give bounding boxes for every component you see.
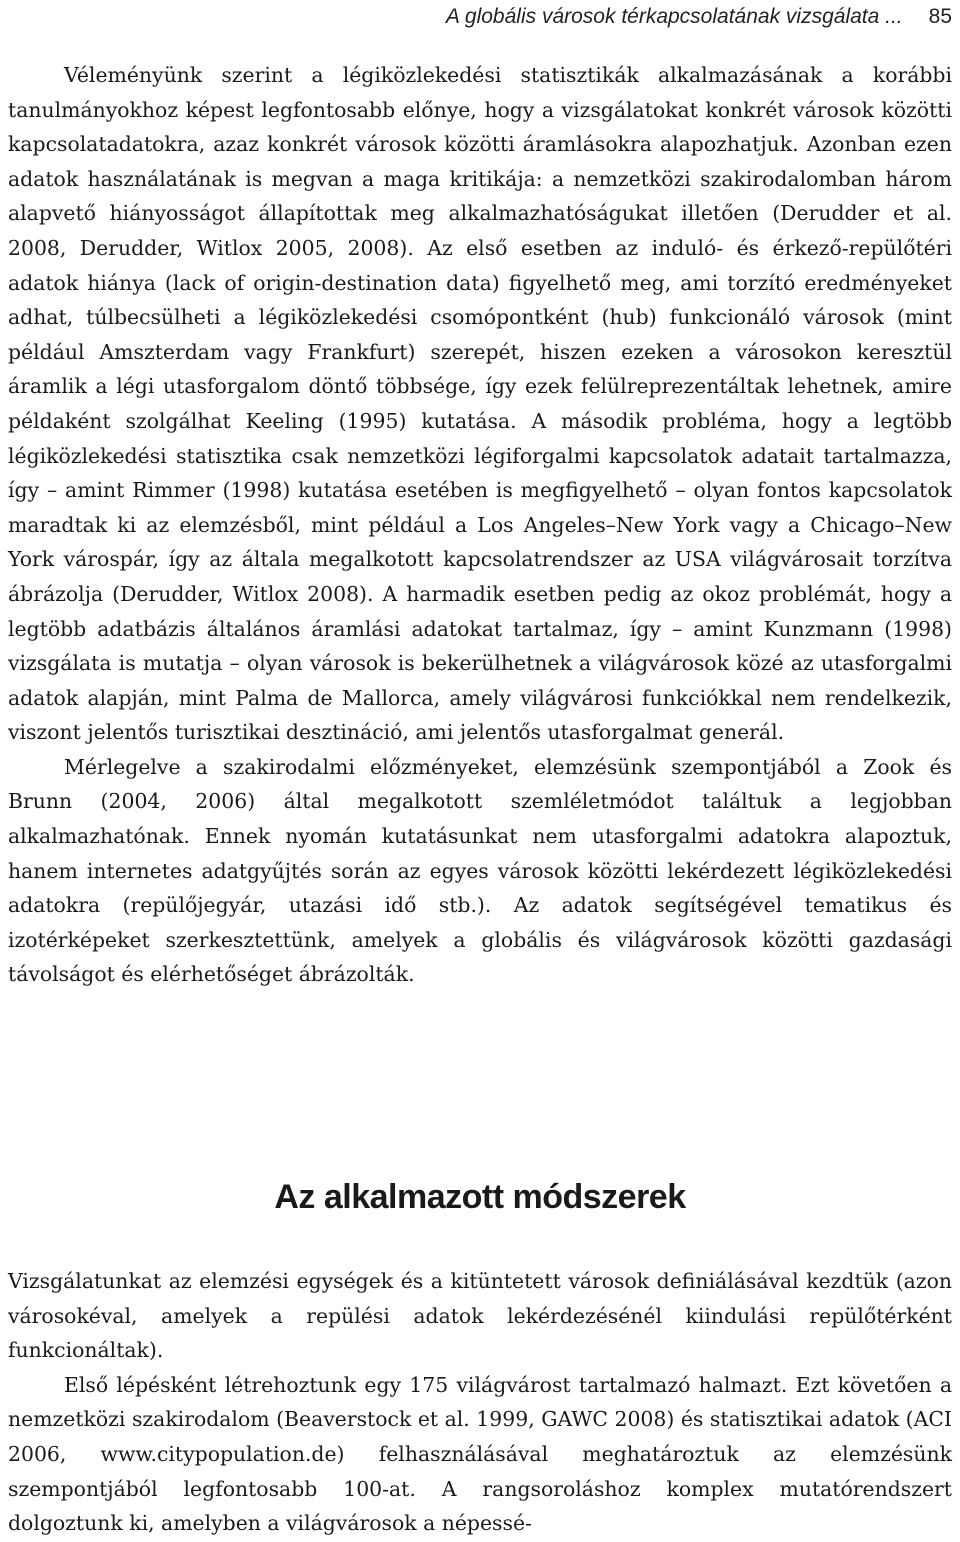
main-text: [8, 58, 952, 992]
page-number: 85: [928, 5, 952, 28]
section-text: [8, 1264, 952, 1541]
paragraph: Vizsgálatunkat az elemzési egységek és a kitüntetett városok definiálásával kezdtük (azon városokéval, amelyek a repülési adatok lekérdezésénél kiindulási repülőtérként funkcionáltak).: [8, 1269, 952, 1363]
section-heading: Az alkalmazott módszerek: [274, 1178, 686, 1216]
paragraph: Mérlegelve a szakirodalmi előzményeket, elemzésünk szempontjából a Zook és Brunn (2004, 2006) által megalkotott szemléletmódot találtuk a legjobban alkalmazhatónak. Ennek nyomán kutatásunkat nem utasforgalmi adatokra alapoztuk, hanem internetes adatgyűjtés során az egyes városok közötti lekérdezett légiközlekedési adatokra (repülőjegyár, utazási idő stb.). Az adatok segítségével tematikus és izotérképeket szerkesztettünk, amelyek a globális és világvárosok közötti gazdasági távolságot és elérhetőséget ábrázolták.: [8, 754, 952, 987]
paragraph: Véleményünk szerint a légiközlekedési statisztikák alkalmazásának a korábbi tanulmányokhoz képest legfontosabb előnye, hogy a vizsgálatokat konkrét városok közötti kapcsolatadatokra, azaz konkrét városok közötti áramlásokra alapozhatjuk. Azonban ezen adatok használatának is megvan a maga kritikája: a nemzetközi szakirodalomban három alapvető hiányosságot állapítottak meg alkalmazhatóságukat illetően (Derudder et al. 2008, Derudder, Witlox 2005, 2008). Az első esetben az induló- és érkező-repülőtéri adatok hiánya (lack of origin-destination data) figyelhető meg, ami torzító eredményeket adhat, túlbecsülheti a légiközlekedési csomópontként (hub) funkcionáló városok (mint például Amszterdam vagy Frankfurt) szerepét, hiszen ezeken a városokon keresztül áramlik a légi utasforgalom döntő többsége, így ezek felülreprezentáltak lehetnek, amire példaként szolgálhat Keeling (1995) kutatása. A második probléma, hogy a legtöbb légiközlekedési statisztika csak nemzetközi légiforgalmi kapcsolatok adatait tartalmazza, így – amint Rimmer (1998) kutatása esetében is megfigyelhető – olyan fontos kapcsolatok maradtak ki az elemzésből, mint például a Los Angeles–New York vagy a Chicago–New York várospár, így az általa megalkotott kapcsolatrendszer az USA világvárosait torzítva ábrázolja (Derudder, Witlox 2008). A harmadik esetben pedig az okoz problémát, hogy a legtöbb adatbázis általános áramlási adatokat tartalmaz, így – amint Kunzmann (1998) vizsgálata is mutatja – olyan városok is bekerülhetnek a világvárosok közé az utasforgalmi adatok alapján, mint Palma de Mallorca, amely világvárosi funkciókkal nem rendelkezik, viszont jelentős turisztikai desztináció, ami jelentős utasforgalmat generál.: [8, 63, 952, 745]
paragraph: Első lépésként létrehoztunk egy 175 világvárost tartalmazó halmazt. Ezt követően a nemzetközi szakirodalom (Beaverstock et al. 1999, GAWC 2008) és statisztikai adatok (ACI 2006, www.citypopulation.de) felhasználásával meghatároztuk az elemzésünk szempontjából legfontosabb 100-at. A rangsoroláshoz komplex mutatórendszert dolgoztunk ki, amelyben a világvárosok a népessé-: [8, 1372, 952, 1536]
running-header-title: A globális városok térkapcsolatának vizsgálata ...: [445, 5, 903, 28]
running-header: [8, 4, 952, 30]
